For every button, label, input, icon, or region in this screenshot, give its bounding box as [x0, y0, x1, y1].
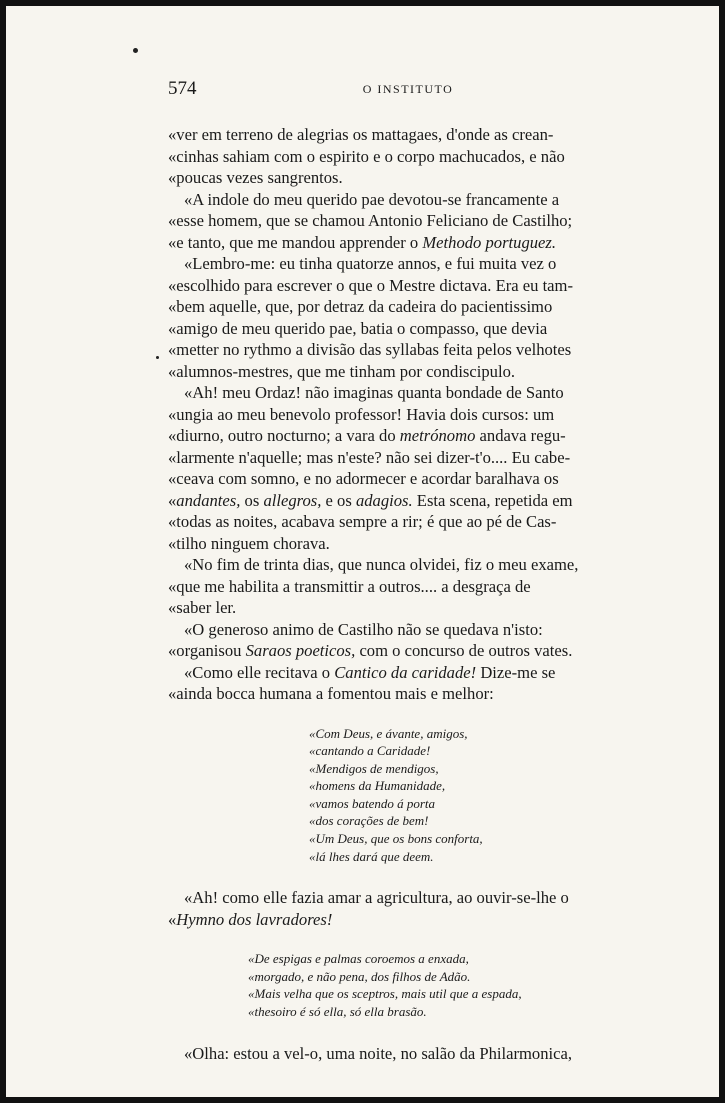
text-line: [168, 909, 652, 931]
verse-line: «De espigas e palmas coroemos a enxada,: [248, 951, 469, 967]
text-line: «Ah! meu Ordaz! não imaginas quanta bondade de Santo: [184, 383, 564, 402]
italic-title: Methodo portuguez.: [422, 232, 557, 252]
verse-line: «vamos batendo á porta: [309, 795, 436, 811]
paragraph: [168, 382, 652, 554]
paragraph: [168, 619, 652, 662]
text-line: «escolhido para escrever o que o Mestre dictava. Era eu tam-: [168, 275, 573, 295]
text-line: [168, 490, 652, 512]
text-line: «poucas vezes sangrentos.: [168, 168, 343, 187]
verse-line: «dos corações de bem!: [309, 813, 429, 829]
text-span: andava regu-: [475, 426, 566, 445]
text-line: [168, 662, 652, 684]
text-line: «Olha: estou a vel-o, uma noite, no salão da Philarmonica,: [184, 1043, 573, 1063]
paragraph: [168, 124, 652, 189]
text-line: «larmente n'aquelle; mas n'este? não sei dizer-t'o.... Eu cabe-: [168, 447, 571, 467]
text-line: «Ah! como elle fazia amar a agricultura, ao ouvir-se-lhe o: [184, 888, 569, 908]
running-title: O INSTITUTO: [362, 82, 454, 96]
text-span: «: [168, 490, 177, 510]
text-line: «ungia ao meu benevolo professor! Havia dois cursos: um: [168, 404, 555, 424]
text-line: «ver em terreno de alegrias os mattagaes, d'onde as crean-: [168, 125, 554, 144]
italic-word: adagios.: [355, 490, 413, 510]
text-line: «bem aquelle, que, por detraz da cadeira do pacientissimo: [168, 297, 553, 316]
book-page: [6, 6, 719, 1097]
text-line: «cinhas sahiam com o espirito e o corpo machucados, e não: [168, 146, 565, 166]
ink-speck: [133, 48, 138, 53]
text-line: [168, 232, 652, 254]
verse-line: «lá lhes dará que deem.: [309, 848, 434, 864]
text-line: [168, 640, 652, 662]
ink-speck: [156, 356, 159, 359]
paragraph: [168, 189, 652, 254]
paragraph: [168, 253, 652, 382]
verse-line: «cantando a Caridade!: [309, 743, 431, 759]
italic-title: Cantico da caridade!: [334, 662, 477, 682]
text-span: e os: [321, 490, 356, 510]
italic-title: Hymno dos lavradores!: [176, 909, 333, 929]
text-line: «todas as noites, acabava sempre a rir; é que ao pé de Cas-: [168, 512, 557, 531]
text-line: «alumnos-mestres, que me tinham por condiscipulo.: [168, 361, 516, 381]
text-line: «amigo de meu querido pae, batia o compasso, que devia: [168, 318, 548, 338]
text-line: «tilho ninguem chorava.: [168, 533, 330, 553]
text-line: «saber ler.: [168, 598, 237, 617]
page-header: [168, 76, 648, 106]
text-line: «ainda bocca humana a fomentou mais e melhor:: [168, 684, 494, 703]
italic-word: allegros,: [263, 490, 322, 510]
text-span: os: [240, 490, 264, 510]
text-line: «Lembro-me: eu tinha quatorze annos, e fui muita vez o: [184, 254, 557, 273]
text-line: «ceava com somno, e no adormecer e acordar baralhava os: [168, 469, 559, 488]
verse-line: «homens da Humanidade,: [309, 778, 446, 794]
text-line: «esse homem, que se chamou Antonio Feliciano de Castilho;: [168, 211, 573, 230]
text-span: «diurno, outro nocturno; a vara do: [168, 426, 400, 445]
verse-line: «Mendigos de mendigos,: [309, 760, 439, 776]
text-span: com o concurso de outros vates.: [355, 641, 573, 660]
text-span: «organisou: [168, 641, 246, 660]
paragraph: [168, 1043, 652, 1065]
text-span: Dize-me se: [476, 662, 556, 682]
paragraph: [168, 887, 652, 930]
italic-word: andantes,: [176, 490, 241, 510]
body-text: [168, 124, 652, 1064]
paragraph: [168, 662, 652, 705]
verse-line: «Um Deus, que os bons conforta,: [309, 831, 483, 847]
text-span: «e tanto, que me mandou apprender o: [168, 232, 419, 252]
verse-line: «Mais velha que os sceptros, mais util que a espada,: [248, 986, 522, 1002]
page-number: 574: [168, 78, 197, 99]
verse-line: «thesoiro é só ella, só ella brasão.: [248, 1004, 427, 1020]
text-line: [168, 425, 652, 447]
paragraph: [168, 554, 652, 619]
italic-title: Saraos poeticos,: [245, 641, 356, 660]
text-line: «O generoso animo de Castilho não se quedava n'isto:: [184, 619, 543, 639]
text-line: «metter no rythmo a divisão das syllabas feita pelos velhotes: [168, 340, 572, 359]
verse-quote: [309, 725, 652, 866]
text-line: «que me habilita a transmittir a outros.... a desgraça de: [168, 576, 531, 596]
text-line: «A indole do meu querido pae devotou-se francamente a: [184, 189, 560, 209]
text-line: «No fim de trinta dias, que nunca olvidei, fiz o meu exame,: [184, 555, 579, 574]
text-span: «Como elle recitava o: [184, 662, 335, 682]
italic-word: metrónomo: [399, 426, 476, 445]
text-span: «: [168, 909, 177, 929]
text-span: Esta scena, repetida em: [412, 490, 573, 510]
verse-line: «Com Deus, e ávante, amigos,: [309, 725, 468, 741]
verse-quote: [248, 950, 652, 1020]
verse-line: «morgado, e não pena, dos filhos de Adão.: [248, 968, 471, 984]
